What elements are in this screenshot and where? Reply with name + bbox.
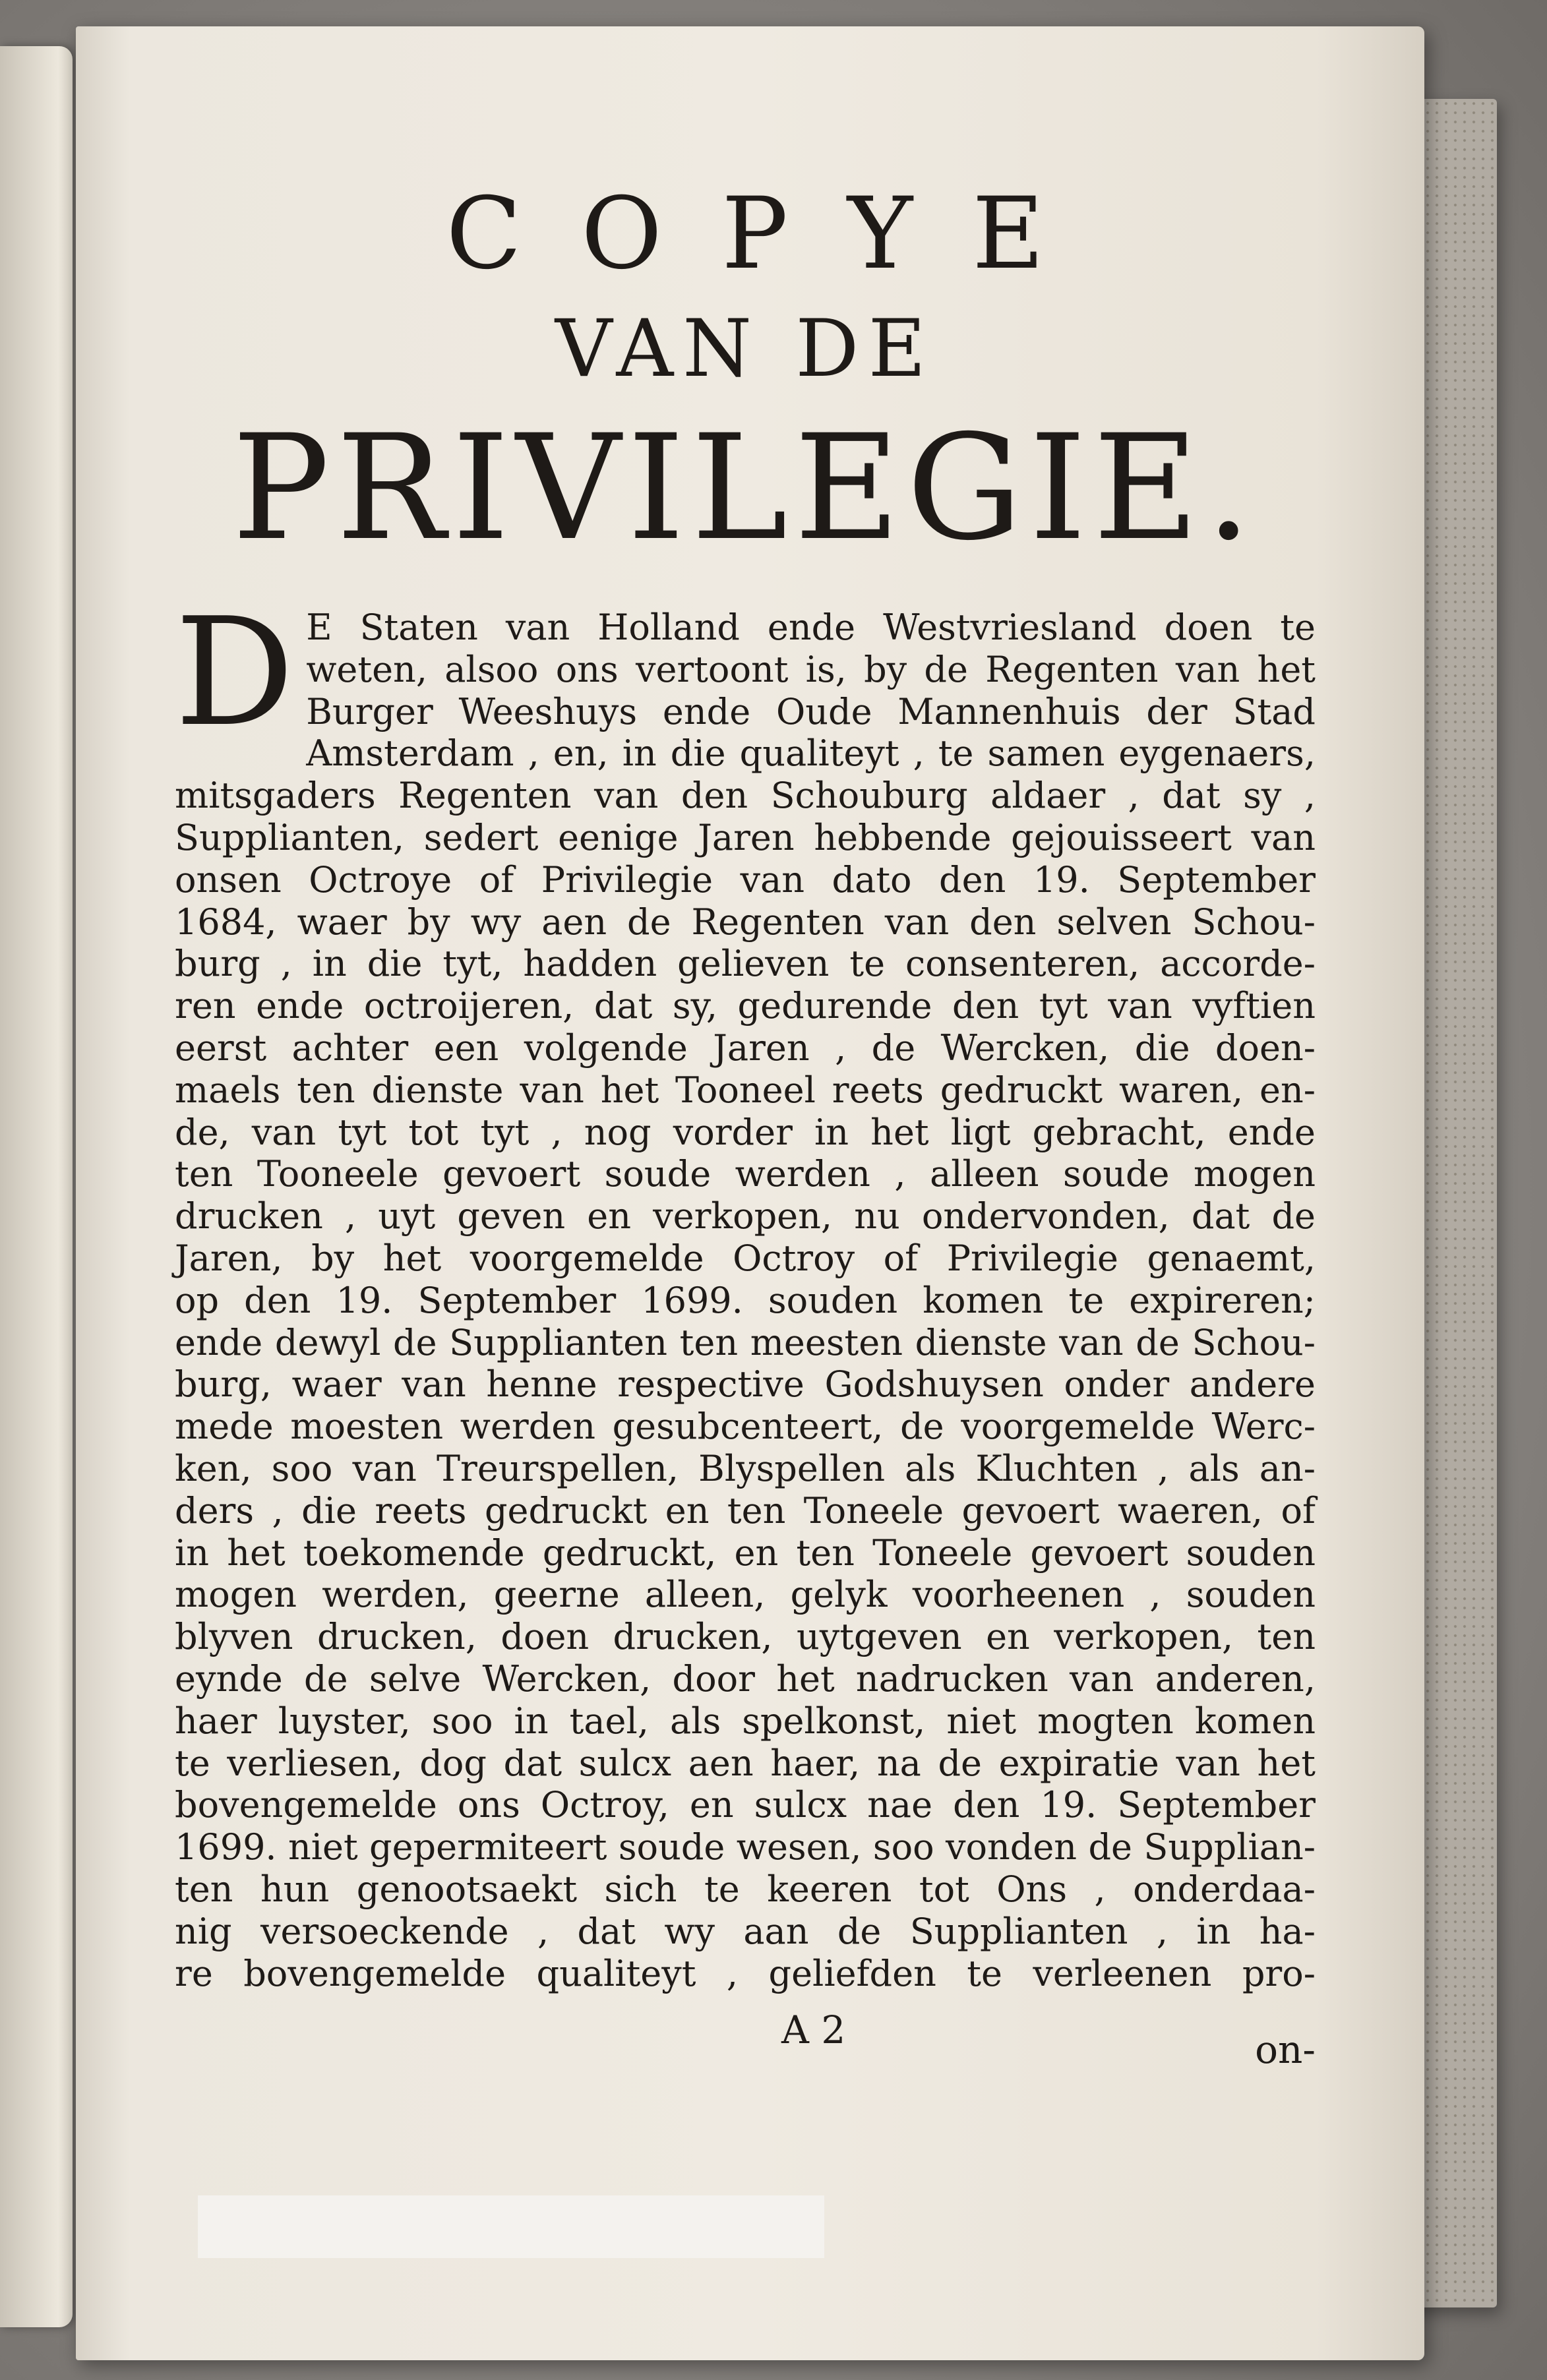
catchword: on- [1255, 2027, 1316, 2073]
title-line-1: COPYE [446, 177, 1104, 291]
text-line: 1684, waer by wy aen de Regenten van den selven Schou- [175, 901, 1316, 943]
text-line: de, van tyt tot tyt , nog vorder in het ligt gebracht, ende [175, 1111, 1316, 1153]
text-line: ren ende octroijeren, dat sy, gedurende den tyt van vyftien [175, 985, 1316, 1027]
facing-page-edge [0, 46, 73, 2327]
text-line: bovengemelde ons Octroy, en sulcx nae den 19. September [175, 1784, 1316, 1826]
text-line: mogen werden, geerne alleen, gelyk voorheenen , souden [175, 1574, 1316, 1616]
text-line: 1699. niet gepermiteert soude wesen, soo vonden de Supplian- [175, 1826, 1316, 1868]
page-content [175, 145, 1316, 2073]
text-line: ders , die reets gedruckt en ten Toneele gevoert waeren, of [175, 1489, 1316, 1532]
text-line: maels ten dienste van het Tooneel reets gedruckt waren, en- [175, 1069, 1316, 1111]
drop-cap: D [175, 586, 295, 759]
text-line: burg , in die tyt, hadden gelieven te consenteren, accorde- [175, 943, 1316, 985]
text-line: ten hun genootsaekt sich te keeren tot Ons , onderdaa- [175, 1868, 1316, 1910]
text-line: onsen Octroye of Privilegie van dato den 19. September [175, 858, 1316, 901]
text-line: E Staten van Holland ende Westvriesland doen te [306, 607, 1316, 648]
text-line: ken, soo van Treurspellen, Blyspellen als Kluchten , als an- [175, 1447, 1316, 1489]
text-line: in het toekomende gedruckt, en ten Toneele gevoert souden [175, 1532, 1316, 1574]
text-line: haer luyster, soo in tael, als spelkonst, niet mogten komen [175, 1700, 1316, 1742]
page-footer [175, 2008, 1316, 2073]
text-line: ten Tooneele gevoert soude werden , alleen soude mogen [175, 1153, 1316, 1195]
text-line: ende dewyl de Supplianten ten meesten dienste van de Schou- [175, 1321, 1316, 1363]
book-page [76, 26, 1424, 2360]
text-line: burg, waer van henne respective Godshuysen onder andere [175, 1363, 1316, 1406]
text-line: eynde de selve Wercken, door het nadrucken van anderen, [175, 1657, 1316, 1700]
text-line: Burger Weeshuys ende Oude Mannenhuis der Stad [306, 690, 1316, 732]
text-line: nig versoeckende , dat wy aan de Supplianten , in ha- [175, 1910, 1316, 1952]
text-line: weten, alsoo ons vertoont is, by de Regenten van het [306, 648, 1316, 690]
text-line: mede moesten werden gesubcenteert, de voorgemelde Werc- [175, 1406, 1316, 1448]
text-line: mitsgaders Regenten van den Schouburg aldaer , dat sy , [175, 775, 1316, 817]
text-line: Jaren, by het voorgemelde Octroy of Privilegie genaemt, [175, 1237, 1316, 1279]
text-line: te verliesen, dog dat sulcx aen haer, na de expiratie van het [175, 1742, 1316, 1784]
title-line-2: VAN DE [555, 303, 936, 395]
text-line: eerst achter een volgende Jaren , de Wercken, die doen- [175, 1026, 1316, 1069]
text-line: re bovengemelde qualiteyt , geliefden te verleenen pro- [175, 1952, 1316, 1994]
signature-mark: A 2 [781, 2008, 846, 2053]
text-line: blyven drucken, doen drucken, uytgeven en verkopen, ten [175, 1616, 1316, 1658]
title-line-3: PRIVILEGIE. [231, 403, 1259, 572]
text-line: Supplianten, sedert eenige Jaren hebbende gejouisseert van [175, 816, 1316, 858]
text-line: drucken , uyt geven en verkopen, nu ondervonden, dat de [175, 1195, 1316, 1237]
text-line: op den 19. September 1699. souden komen te expireren; [175, 1279, 1316, 1321]
blank-label-patch [198, 2195, 824, 2258]
body-text [175, 586, 1316, 1994]
text-line: Amsterdam , en, in die qualiteyt , te samen eygenaers, [306, 732, 1316, 775]
